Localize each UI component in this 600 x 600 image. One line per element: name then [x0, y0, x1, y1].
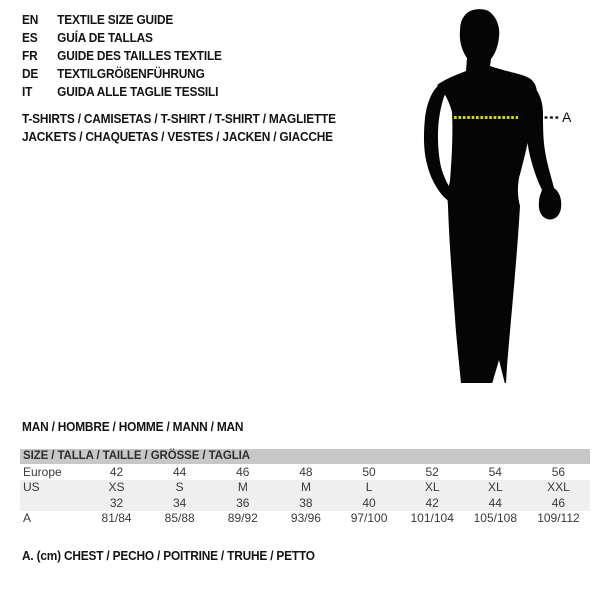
- size-cell: 101/104: [410, 511, 454, 526]
- guide-title: GUÍA DE TALLAS: [57, 31, 153, 45]
- size-cell: 40: [362, 495, 376, 510]
- size-cell: M: [237, 480, 248, 495]
- size-cell: 32: [109, 495, 124, 510]
- size-cell: 93/96: [290, 511, 321, 526]
- size-cell: 56: [551, 464, 566, 479]
- size-cell: 38: [299, 495, 313, 510]
- size-cell: S: [175, 480, 184, 495]
- size-cell: 54: [488, 464, 502, 479]
- size-cell: 81/84: [101, 511, 132, 526]
- size-cell: 44: [488, 495, 502, 510]
- language-code: ES: [22, 31, 38, 45]
- size-cell: 36: [236, 495, 250, 510]
- language-code: FR: [22, 49, 38, 63]
- size-cell: 85/88: [164, 511, 195, 526]
- guide-title: TEXTILE SIZE GUIDE: [57, 13, 174, 27]
- size-cell: XL: [487, 480, 503, 495]
- language-code: DE: [22, 67, 39, 81]
- size-cell: XL: [424, 480, 440, 495]
- size-cell: 109/112: [537, 511, 580, 526]
- row-label: A: [23, 511, 32, 526]
- measure-label-a: A: [562, 109, 572, 125]
- size-cell: L: [365, 480, 373, 495]
- language-code: EN: [22, 13, 39, 27]
- size-cell: XS: [108, 480, 125, 495]
- guide-title: GUIDE DES TAILLES TEXTILE: [57, 49, 222, 63]
- category-line-jackets: JACKETS / CHAQUETAS / VESTES / JACKEN / GIACCHE: [22, 130, 333, 144]
- size-cell: 89/92: [227, 511, 258, 526]
- guide-title: TEXTILGRÖßENFÜHRUNG: [57, 67, 205, 81]
- section-title-man: MAN / HOMBRE / HOMME / MANN / MAN: [22, 420, 244, 434]
- size-cell: 105/108: [473, 511, 517, 526]
- language-code: IT: [22, 85, 33, 99]
- table-row-numeric: [20, 495, 590, 511]
- size-cell: 52: [425, 464, 439, 479]
- row-label: Europe: [23, 464, 62, 479]
- measurement-legend: A. (cm) CHEST / PECHO / POITRINE / TRUHE / PETTO: [22, 549, 315, 563]
- table-row-us: [20, 480, 590, 496]
- row-label: US: [23, 480, 40, 495]
- size-cell: 44: [173, 464, 187, 479]
- size-cell: XXL: [547, 480, 570, 495]
- size-table: [20, 449, 590, 526]
- category-line-tshirts: T-SHIRTS / CAMISETAS / T-SHIRT / T-SHIRT / MAGLIETTE: [22, 112, 336, 126]
- size-cell: 46: [551, 495, 566, 510]
- size-cell: M: [300, 480, 311, 495]
- size-cell: 42: [109, 464, 124, 479]
- table-row-europe: [20, 464, 590, 480]
- size-cell: 34: [173, 495, 187, 510]
- size-table-header: SIZE / TALLA / TAILLE / GRÖSSE / TAGLIA: [20, 449, 590, 464]
- table-row-chest-a: [20, 511, 590, 527]
- guide-title: GUIDA ALLE TAGLIE TESSILI: [57, 85, 219, 99]
- size-cell: 48: [299, 464, 313, 479]
- size-cell: 42: [425, 495, 439, 510]
- size-cell: 46: [236, 464, 250, 479]
- size-cell: 97/100: [350, 511, 388, 526]
- size-cell: 50: [362, 464, 376, 479]
